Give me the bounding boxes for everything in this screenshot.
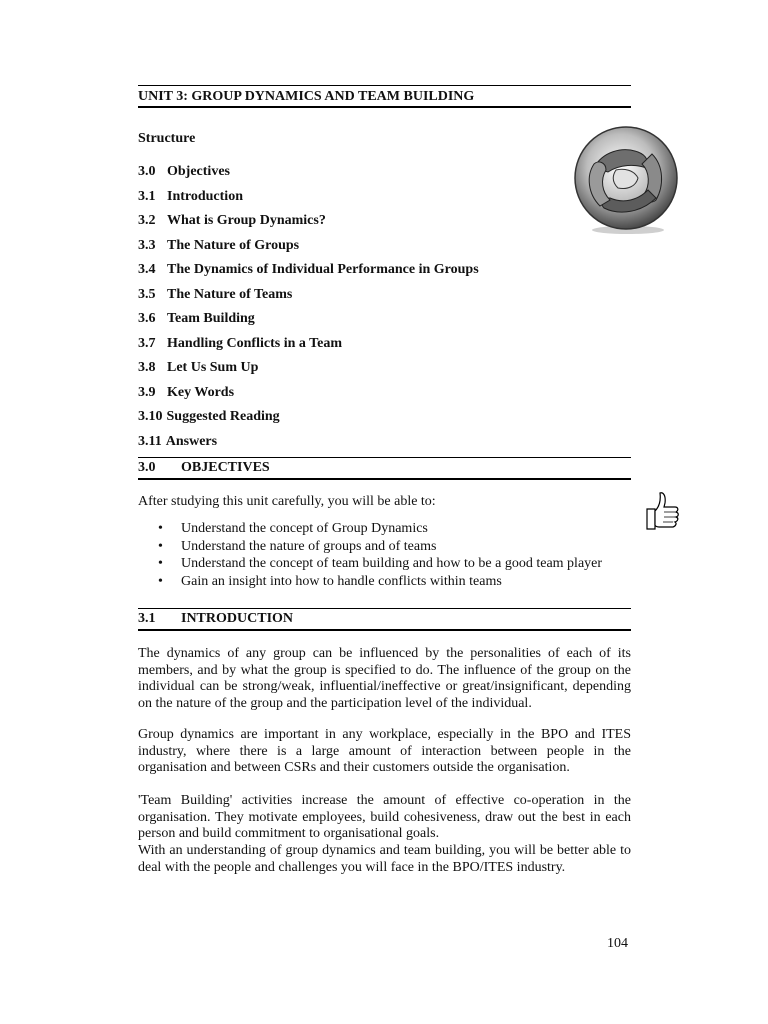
toc-item: 3.2 What is Group Dynamics? [138, 213, 326, 228]
toc-item: 3.8 Let Us Sum Up [138, 360, 259, 375]
toc-item: 3.3 The Nature of Groups [138, 237, 300, 253]
intro-paragraph-2: Group dynamics are important in any workplace, especially in the BPO and ITES industry, where there is a large amount of interaction between people in the organisation and between CSRs and their customers outside the organisation. [138, 727, 631, 775]
section-heading-objectives: 3.0 OBJECTIVES [138, 457, 631, 480]
intro-paragraph-3: 'Team Building' activities increase the amount of effective co-operation in the organisation. They motivate employees, build cohesiveness, draw out the best in each person and build commitment to organisational goals. [138, 793, 631, 841]
intro-paragraph-4: With an understanding of group dynamics and team building, you will be better able to deal with the people and challenges you will face in the BPO/ITES industry. [138, 843, 631, 875]
toc-item: 3.0 Objectives [138, 164, 230, 179]
toc-item: 3.9 Key Words [138, 384, 235, 400]
toc-item: 3.6 Team Building [138, 311, 255, 326]
unit-title: UNIT 3: GROUP DYNAMICS AND TEAM BUILDING [138, 85, 631, 108]
toc-item: 3.1 Introduction [138, 188, 243, 204]
objectives-intro: After studying this unit carefully, you will be able to: [138, 494, 436, 509]
toc-item: 3.5 The Nature of Teams [138, 286, 293, 302]
toc-item: 3.4 The Dynamics of Individual Performance in Groups [138, 262, 479, 277]
table-of-contents [138, 163, 479, 457]
list-item: • Understand the concept of team building and how to be a good team player [158, 556, 603, 571]
interlocked-hands-circle-icon [572, 124, 680, 236]
toc-item: 3.7 Handling Conflicts in a Team [138, 335, 343, 351]
list-item: • Understand the nature of groups and of teams [158, 538, 437, 554]
objectives-list [158, 520, 602, 590]
intro-paragraph-1: The dynamics of any group can be influenced by the personalities of each of its members, and by what the group is specified to do. The influence of the group on the individual can be strong/weak, influential/ineffective or great/insignificant, depending on the nature of the group and the participation level of the individual. [138, 646, 631, 711]
structure-label: Structure [138, 131, 196, 146]
list-item: • Gain an insight into how to handle conflicts within teams [158, 573, 502, 589]
list-item: • Understand the concept of Group Dynamics [158, 521, 428, 536]
toc-item: 3.11 Answers [138, 433, 218, 449]
thumbs-up-icon [641, 489, 681, 533]
section-heading-introduction: 3.1 INTRODUCTION [138, 608, 631, 631]
toc-item: 3.10 Suggested Reading [138, 409, 280, 424]
page-number: 104 [607, 936, 628, 951]
